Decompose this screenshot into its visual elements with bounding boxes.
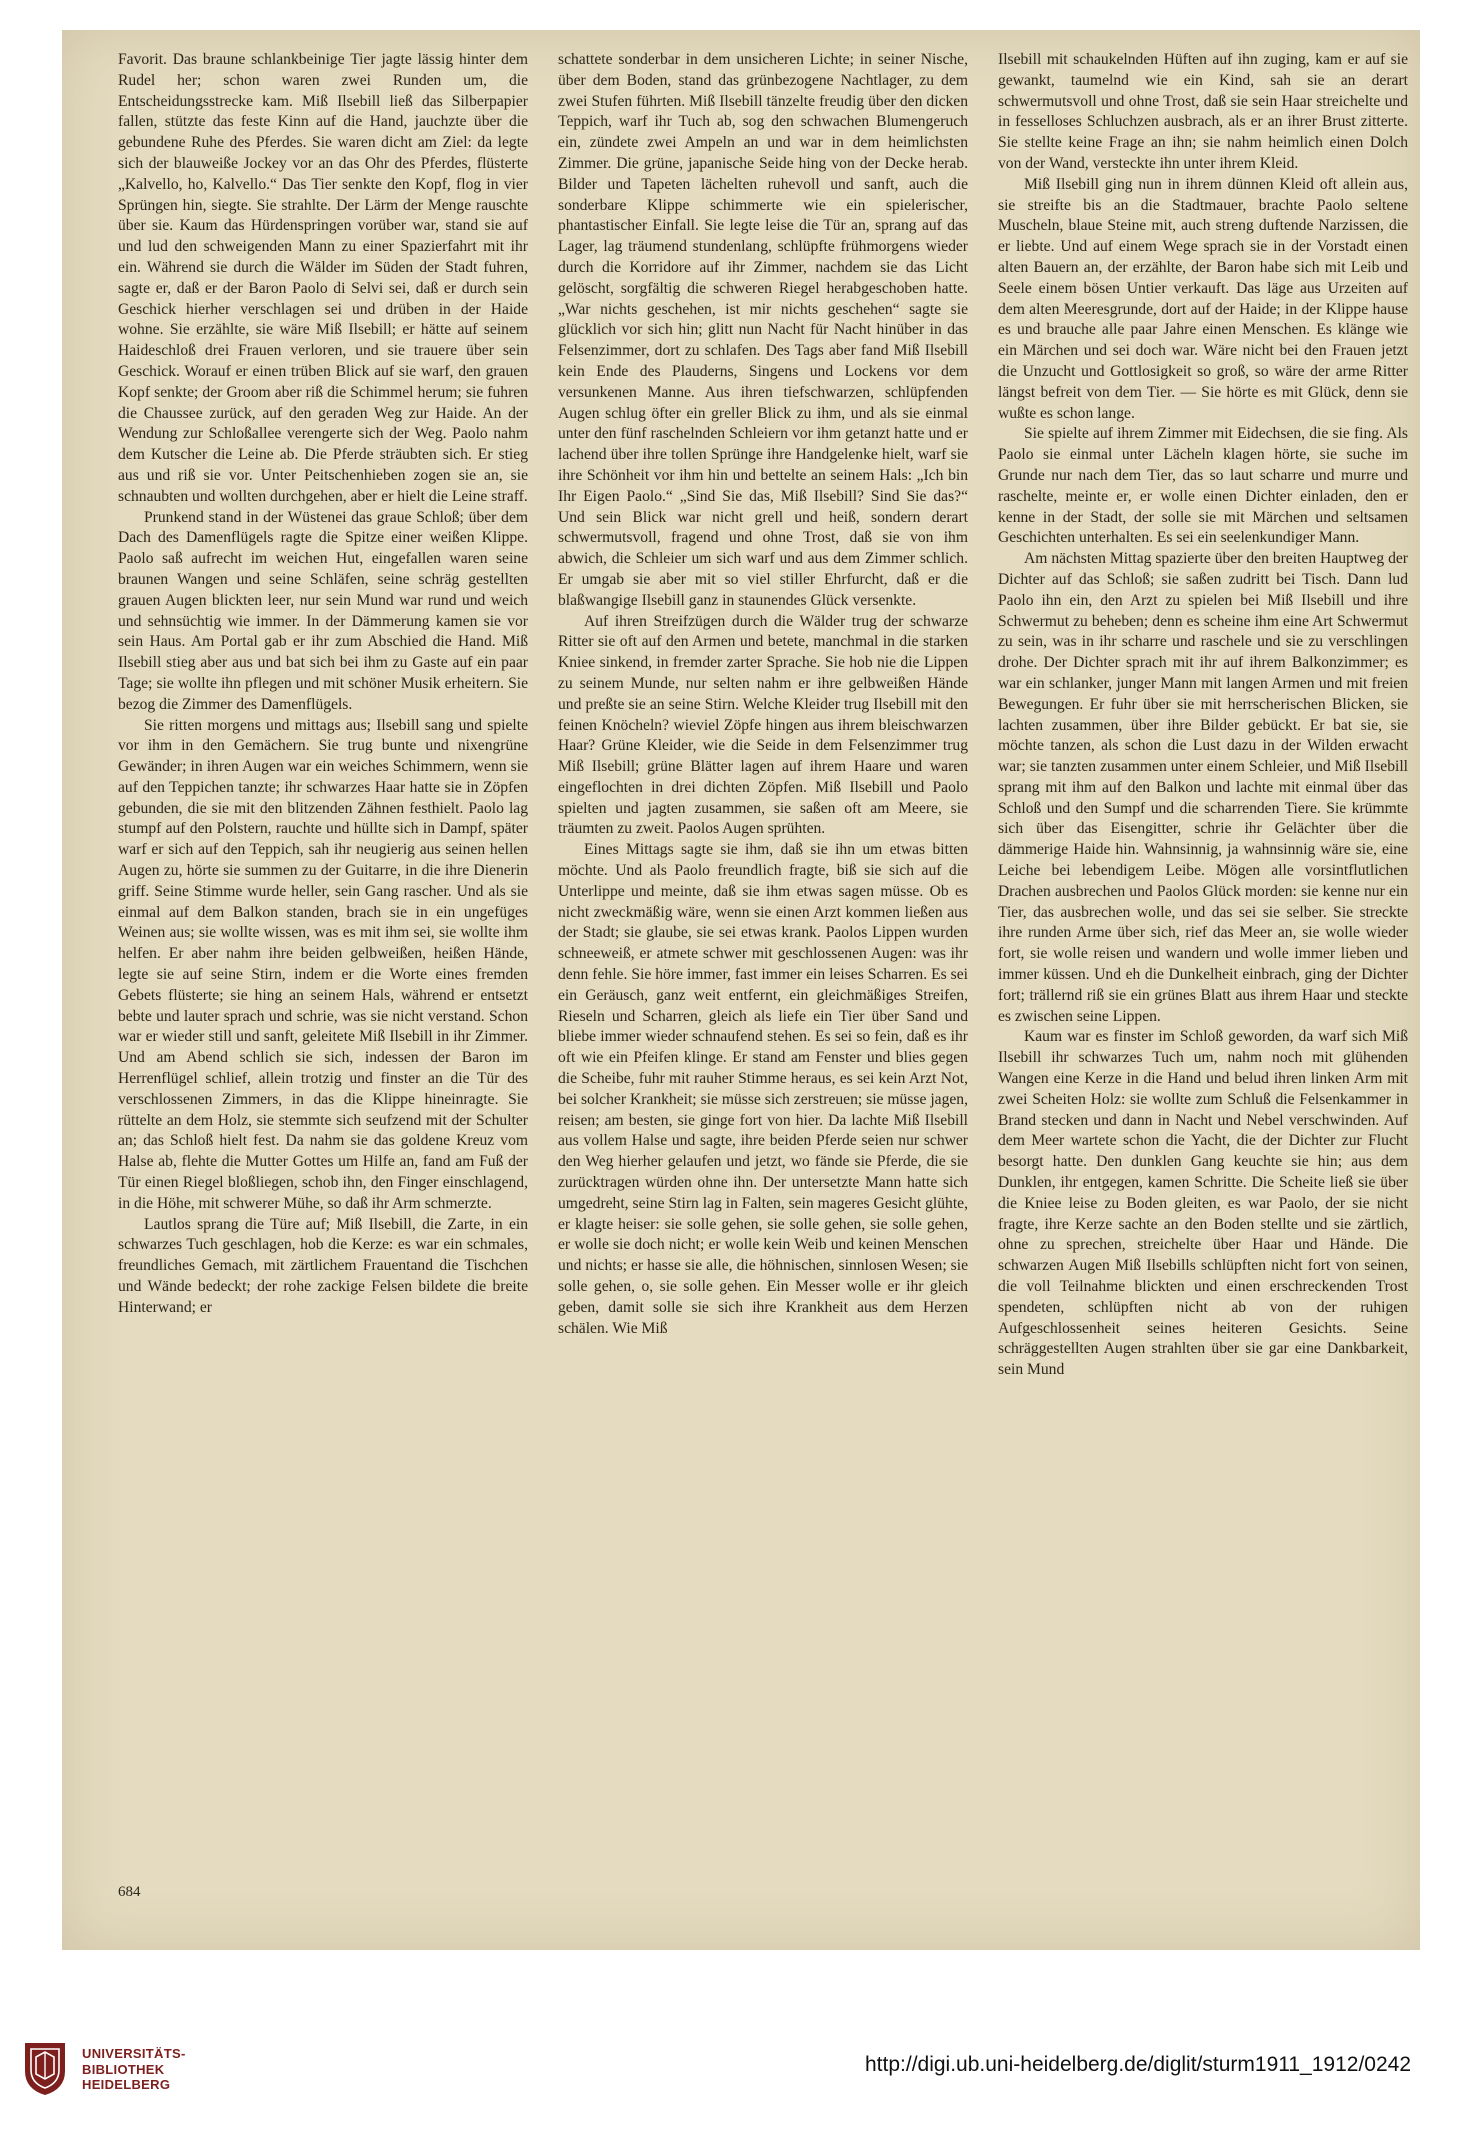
paragraph: Sie spielte auf ihrem Zimmer mit Eidechsen, die sie fing. Als Paolo sie einmal unter Lächeln klagen hörte, sie suche im Grunde nur nach dem Tier, das so laut scharre und murre und raschelte, meinte er, er wolle einen Dichter einladen, den er kenne in der Stadt, der solle sie mit Märchen und seltsamen Geschichten unterhalten. Es sei ein seelenkundiger Mann. bbox=[998, 425, 1408, 547]
university-seal-icon bbox=[22, 2041, 68, 2097]
text-column-2 bbox=[558, 50, 968, 1339]
paragraph: schattete sonderbar in dem unsicheren Lichte; in seiner Nische, über dem Boden, stand das grünbezogene Nachtlager, zu dem zwei Stufen führten. Miß Ilsebill tänzelte freudig über den dicken Teppich, warf ihr Tuch ab, sog den schwachen Blumengeruch ein, zündete zwei Ampeln an und war in dem heimlichsten Zimmer. Die grüne, japanische Seide hing von der Decke herab. Bilder und Tapeten lächelten ruhevoll und sanft, auch die sonderbare Klippe schimmerte wie ein spielerischer, phantastischer Einfall. Sie legte leise die Tür an, sprang auf das Lager, lag träumend stundenlang, schlüpfte frühmorgens wieder durch die Korridore auf ihr Zimmer, nachdem sie das Licht gelöscht, sorgfältig die schweren Riegel herabgeschoben hatte. „War nichts geschehen, ist mir nichts geschehen“ sagte sie glücklich vor sich hin; glitt nun Nacht für Nacht hinüber in das Felsenzimmer, dort zu schlafen. Des Tags aber fand Miß Ilsebill kein Ende des Plauderns, Singens und Lockens vor dem versunkenen Manne. Aus ihren tiefschwarzen, schlüpfenden Augen schlug öfter ein greller Blick zu ihm, und als sie einmal unter den fünf raschelnden Schleiern vor ihm getanzt hatte und er lachend über ihre tollen Sprünge ihre Handgelenke hielt, warf sie ihre Schönheit vor ihm hin und bettelte an seinem Hals: „Ich bin Ihr Eigen Paolo.“ „Sind Sie das, Miß Ilsebill? Sind Sie das?“ Und sein Blick war nicht grell und heiß, sondern derart schwermutsvoll, fragend und ohne Trost, daß sie von ihm abwich, die Schleier um sich warf und aus dem Zimmer schlich. Er umgab sie aber mit so viel stiller Ehrfurcht, daß er die blaßwangige Ilsebill ganz in staunendes Glück versenkte. bbox=[558, 51, 968, 609]
institution-line: HEIDELBERG bbox=[82, 2077, 171, 2092]
paragraph: Favorit. Das braune schlankbeinige Tier jagte lässig hinter dem Rudel her; schon waren zwei Runden um, die Entscheidungsstrecke kam. Miß Ilsebill ließ das Silberpapier fallen, stützte das feste Kinn auf die Hand, jauchzte über die gebundene Ruhe des Pferdes. Sie waren dicht am Ziel: da legte sich der blauweiße Jockey vor an das Ohr des Pferdes, flüsterte „Kalvello, ho, Kalvello.“ Das Tier senkte den Kopf, flog in vier Sprüngen hin, siegte. Sie strahlte. Der Lärm der Menge rauschte über sie. Kaum das Hürdenspringen vorüber war, stand sie auf und lud den schweigenden Mann zu einer Spazierfahrt mit ihr ein. Während sie durch die Wälder im Süden der Stadt fuhren, sagte er, daß er der Baron Paolo di Selvi sei, daß er durch sein Geschick hierher verschlagen sei und drüben in der Haide wohne. Sie erzählte, sie wäre Miß Ilsebill; er hätte auf seinem Haideschloß drei Frauen verloren, und sie trauere über sein Geschick. Worauf er einen trüben Blick auf sie warf, den grauen Kopf senkte; der Groom aber riß die Schimmel herum; sie fuhren die Chaussee zurück, auf den geraden Weg zur Haide. An der Wendung zur Schloßallee verengerte sich der Weg. Paolo nahm dem Kutscher die Leine ab. Die Pferde sträubten sich. Er stieg aus und riß sie vor. Unter Peitschenhieben zogen sie an, sie schnaubten und wollten durchgehen, aber er hielt die Leine straff. bbox=[118, 51, 528, 505]
page-number: 684 bbox=[118, 1884, 141, 1900]
paragraph: Ilsebill mit schaukelnden Hüften auf ihn zuging, kam er auf sie gewankt, taumelnd wie ein Kind, sah sie an derart schwermutsvoll und ohne Trost, daß sie sein Haar streichelte und in fesselloses Schluchzen ausbrach, als er an ihrer Brust zitterte. Sie stellte keine Frage an ihn; sie nahm heimlich einen Dolch von der Wand, versteckte ihn unter ihrem Kleid. bbox=[998, 51, 1408, 172]
source-url-link[interactable]: http://digi.ub.uni-heidelberg.de/diglit/sturm1911_1912/0242 bbox=[865, 2053, 1411, 2076]
text-column-3 bbox=[998, 50, 1408, 1381]
paragraph: Kaum war es finster im Schloß geworden, da warf sich Miß Ilsebill ihr schwarzes Tuch um, nahm noch mit glühenden Wangen eine Kerze in die Hand und belud ihren linken Arm mit zwei Scheiten Holz: sie wollte zum Schluß die Felsenkammer in Brand stecken und dann in Nacht und Nebel verschwinden. Auf dem Meer wartete schon die Yacht, die der Dichter zur Flucht besorgt hatte. Den dunklen Gang keuchte sie hin; aus dem Dunklen, ihr entgegen, kamen Schritte. Die Scheite ließ sie über die Kniee leise zu Boden gleiten, es war Paolo, der sie nicht fragte, ihre Kerze sachte an den Boden stellte und sie zärtlich, ohne zu sprechen, streichelte über Haar und Hände. Die schwarzen Augen Miß Ilsebills schlüpften nicht fort von seinen, die voll Teilnahme blickten und einen erschreckenden Trost spendeten, schlüpften nicht ab von der ruhigen Aufgeschlossenheit seines heiteren Gesichts. Seine schräggestellten Augen strahlten über sie gar eine Dankbarkeit, sein Mund bbox=[998, 1028, 1408, 1379]
paragraph: Lautlos sprang die Türe auf; Miß Ilsebill, die Zarte, in ein schwarzes Tuch geschlagen, hob die Kerze: es war ein schmales, freundliches Gemach, mit zärtlichem Frauentand die Tischchen und Wände bedeckt; der rohe zackige Felsen bildete die breite Hinterwand; er bbox=[118, 1215, 528, 1316]
paragraph: Sie ritten morgens und mittags aus; Ilsebill sang und spielte vor ihm in den Gemächern. Sie trug bunte und nixengrüne Gewänder; in ihren Augen war ein weiches Schimmern, wenn sie auf den Teppichen tanzte; ihr schwarzes Haar hatte sie in Zöpfen gebunden, die sie mit den blitzenden Zähnen festhielt. Paolo lag stumpf auf den Polstern, rauchte und hüllte sich in Dampf, später warf er sich auf den Teppich, sah ihr neugierig aus seinen hellen Augen zu, hörte sie summen zu der Guitarre, in die ihre Dienerin griff. Seine Stimme wurde heller, sein Gang rascher. Und als sie einmal auf dem Balkon standen, brach sie in ein ungefüges Weinen aus; sie wollte wissen, was es mit ihm sei, sie wollte ihm helfen. Er aber nahm ihre beiden gelbweißen, heißen Hände, legte sie auf seine Stirn, indem er die Worte eines fremden Gebets flüsterte; sie hing an seinem Hals, während er entsetzt bebte und lauter sprach und schrie, was sie nicht verstand. Schon war er wieder still und sanft, geleitete Miß Ilsebill in ihr Zimmer. Und am Abend schlich sie sich, indessen der Baron im Herrenflügel schlief, allein trotzig und finster an die Tür des verschlossenen Zimmers, in das die Klippe hineinragte. Sie rüttelte an dem Holz, sie stemmte sich seufzend mit der Schulter an; das Schloß hielt fest. Da nahm sie das goldene Kreuz vom Halse ab, flehte die Mutter Gottes um Hilfe an, fand am Fuß der Tür einen Riegel bloßliegen, schob ihn, den Finger einschlagend, in die Höhe, mit schwerer Mühe, so daß ihr Arm schmerzte. bbox=[118, 716, 528, 1212]
paragraph: Auf ihren Streifzügen durch die Wälder trug der schwarze Ritter sie oft auf den Armen und betete, manchmal in die starken Kniee sinkend, in fremder zarter Sprache. Sie hob nie die Lippen zu seinem Munde, nur selten nahm er ihre gelbweißen Hände und preßte sie an seine Stirn. Welche Kleider trug Ilsebill mit den feinen Knöcheln? wieviel Zöpfe hingen aus ihrem bleischwarzen Haar? Grüne Kleider, wie die Seide in dem Felsenzimmer trug Miß Ilsebill; grüne Blätter lagen auf ihrem Haare und waren eingeflochten in drei dichten Zöpfen. Miß Ilsebill und Paolo spielten und jagten zusammen, sie saßen oft am Meere, sie träumten zu zweit. Paolos Augen sprühten. bbox=[558, 612, 968, 838]
paragraph: Miß Ilsebill ging nun in ihrem dünnen Kleid oft allein aus, sie streifte bis an die Stadtmauer, brachte Paolo seltene Muscheln, blaue Steine mit, auch streng duftende Narzissen, die er liebte. Und auf einem Wege sprach sie in der Vorstadt einen alten Bauern an, der erzählte, der Baron habe sich mit Leib und Seele einem bösen Untier verkauft. Das läge aus Urzeiten auf dem alten Meeresgrunde, dort auf der Haide; in der Klippe hause es und brauche alle paar Jahre einen Menschen. Es klänge wie ein Märchen und sei doch war. Wäre nicht bei den Frauen jetzt die Unzucht und Gottlosigkeit so groß, so wäre der arme Ritter längst befreit von dem Tier. — Sie hörte es mit Glück, denn sie wußte es schon lange. bbox=[998, 175, 1408, 422]
text-column-1 bbox=[118, 50, 528, 1319]
institution-name bbox=[82, 2046, 186, 2093]
institution-line: UNIVERSITÄTS- bbox=[82, 2046, 186, 2061]
paragraph: Prunkend stand in der Wüstenei das graue Schloß; über dem Dach des Damenflügels ragte die Spitze einer weißen Klippe. Paolo saß aufrecht im weichen Hut, eingefallen waren seine braunen Wangen und seine Schläfen, seine schräg gestellten grauen Augen blickten leer, nur sein Mund war rund und weich und sehnsüchtig wie immer. In der Dämmerung kamen sie vor sein Haus. Am Portal gab er ihr zum Abschied die Hand. Miß Ilsebill stieg aber aus und bat sich bei ihm zu Gaste auf ein paar Tage; sie wollte ihn pflegen und mit schöner Musik erheitern. Sie bezog die Zimmer des Damenflügels. bbox=[118, 508, 528, 713]
paragraph: Am nächsten Mittag spazierte über den breiten Hauptweg der Dichter auf das Schloß; sie saßen zudritt bei Tisch. Dann lud Paolo ihn ein, den Arzt zu spielen bei Miß Ilsebill und ihre Schwermut zu beheben; denn es scheine ihm eine Art Schwermut zu sein, was in ihr scharre und raschele und sie zu verschlingen drohe. Der Dichter sprach mit ihr auf ihrem Balkonzimmer; es war ein schlanker, junger Mann mit langen Armen und mit freien Bewegungen. Er fuhr über sie mit herrscherischen Blicken, sie lachten zusammen, über ihre Bilder gebückt. Er bat sie, sie möchte tanzen, als schon die Lust dazu in der Wilden erwacht war; sie tanzten zusammen unter einem Schleier, und Miß Ilsebill sprang mit ihm auf den Balkon und lachte mit einmal über das Schloß und den Sumpf und die scharrenden Tiere. Sie krümmte sich über das Eisengitter, schrie ihr Gelächter über die dämmerige Haide hin. Wahnsinnig, ja wahnsinnig wäre sie, eine Leiche bei lebendigem Leibe. Mögen alle vorsintflutlichen Drachen ausbrechen und Paolos Glück morden: sie kenne nur ein Tier, das ausbrechen wolle, und das sei sie selber. Sie streckte ihre runden Arme über sich, rief das Meer an, sie wolle wieder fort, sie wolle reisen und wandern und wolle immer lieben und immer küssen. Und eh die Dunkelheit einbrach, ging der Dichter fort; trällernd riß sie ein grünes Blatt aus ihrem Haar und steckte es zwischen seine Lippen. bbox=[998, 550, 1408, 1025]
institution-line: BIBLIOTHEK bbox=[82, 2061, 165, 2077]
paragraph: Eines Mittags sagte sie ihm, daß sie ihn um etwas bitten möchte. Und als Paolo freundlich fragte, biß sie sich auf die Unterlippe und meinte, daß sie ihm etwas sagen müsse. Ob es nicht zweckmäßig wäre, wenn sie einen Arzt kommen ließen aus der Stadt; sie glaube, sie sei etwas krank. Paolos Lippen wurden schneeweiß, er atmete schwer mit geschlossenen Augen: was ihr denn fehle. Sie höre immer, fast immer ein leises Scharren. Es sei ein Geräusch, ganz weit entfernt, ein gleichmäßiges Streifen, Rieseln und Scharren, gleich als liefe ein Tier über Sand und bliebe immer wieder schnaufend stehen. Es sei so fein, daß es ihr oft wie ein Pfeifen klinge. Er stand am Fenster und blies gegen die Scheibe, fuhr mit rauher Stimme heraus, es sei kein Arzt Not, bei solcher Krankheit; sie müsse sich zerstreuen; sie müsse jagen, reisen; am besten, sie ginge fort von hier. Da lachte Miß Ilsebill aus vollem Halse und sagte, ihre beiden Pferde seien nur schwer den Weg hierher gelaufen und jetzt, wo fände sie Pferde, die sie zurücktragen würden ohne ihn. Der untersetzte Mann hatte sich umgedreht, seine Stirn lag in Falten, sein mageres Gesicht glühte, er klagte heiser: sie solle gehen, sie solle gehen, sie solle gehen, er wolle sie doch nicht; er wolle kein Weib und keinen Menschen und nichts; er hasse sie alle, die höhnischen, sinnlosen Wesen; sie solle gehen, o, sie solle gehen. Ein Messer wolle er ihr gleich geben, damit solle sie sich ihre Krankheit aus dem Herzen schälen. Wie Miß bbox=[558, 841, 968, 1337]
footer bbox=[0, 1955, 1463, 2133]
